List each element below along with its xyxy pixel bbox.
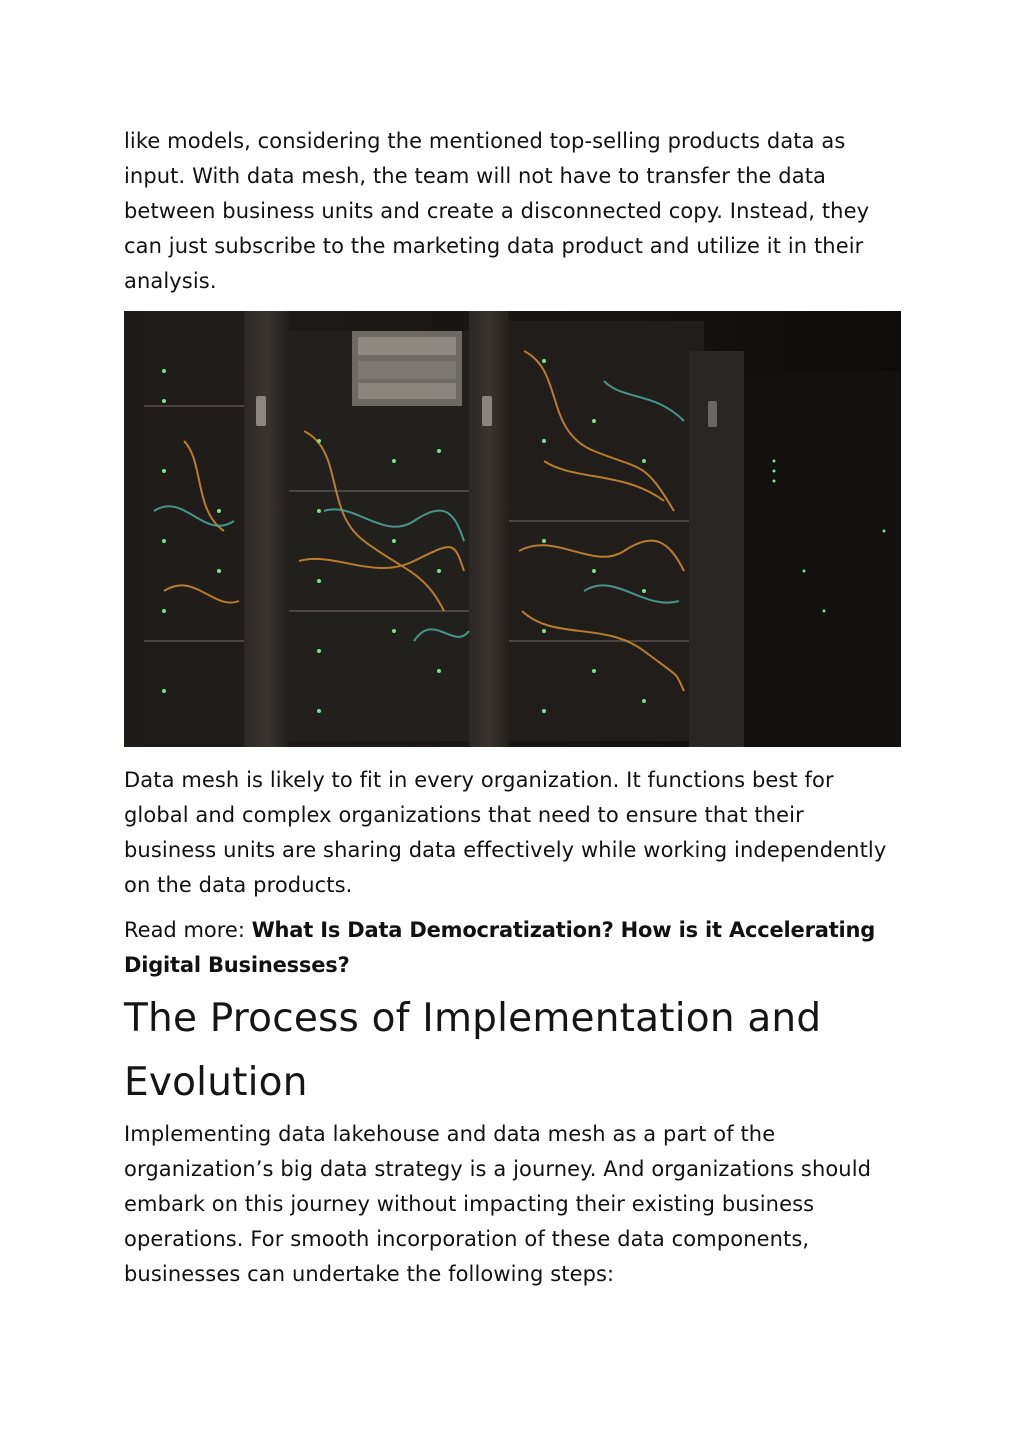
read-more: [124, 913, 902, 983]
read-more-link[interactable]: What Is Data Democratization? How is it Accelerating Digital Businesses?: [124, 918, 876, 977]
paragraph-3: Implementing data lakehouse and data mesh as a part of the organization’s big data strategy is a journey. And organizations should embark on this journey without impacting their existing business operations. For smooth incorporation of these data components, businesses can undertake the following steps:: [124, 1122, 872, 1286]
paragraph-2: Data mesh is likely to fit in every organization. It functions best for global and complex organizations that need to ensure that their business units are sharing data effectively while working independently on the data products.: [124, 768, 887, 897]
section-heading: The Process of Implementation and Evolution: [124, 996, 822, 1105]
read-more-prefix: Read more:: [124, 918, 252, 942]
intro-paragraph: like models, considering the mentioned top-selling products data as input. With data mesh, the team will not have to transfer the data between business units and create a disconnected copy. Instead, they can just subscribe to the marketing data product and utilize it in their analysis.: [124, 129, 870, 293]
server-rack-photo-icon: [124, 311, 901, 747]
document-page: [124, 124, 902, 1292]
